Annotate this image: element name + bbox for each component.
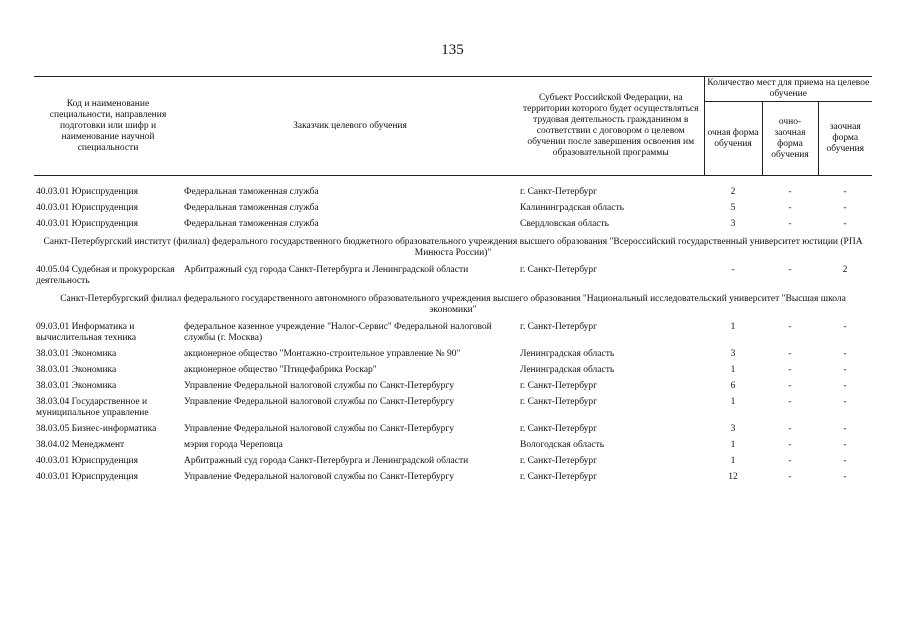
header-distance: заочная форма обучения — [818, 102, 872, 176]
header-full-time: очная форма обучения — [704, 102, 762, 176]
full-time-cell: 1 — [730, 456, 736, 466]
distance-cell: - — [843, 397, 847, 407]
specialty-cell: 40.03.01 Юриспруденция — [36, 456, 138, 466]
region-cell: г. Санкт-Петербург — [520, 472, 598, 482]
part-time-cell: - — [788, 440, 792, 450]
table-row — [34, 184, 872, 200]
region-cell: Ленинградская область — [520, 365, 615, 375]
full-time-cell: 1 — [730, 440, 736, 450]
specialty-cell: 09.03.01 Информатика и вычислительная техника — [36, 322, 137, 343]
region-cell: г. Санкт-Петербург — [520, 456, 598, 466]
full-time-cell: 6 — [730, 381, 736, 391]
region-cell: Вологодская область — [520, 440, 605, 450]
region-cell: г. Санкт-Петербург — [520, 381, 598, 391]
specialty-cell: 38.03.01 Экономика — [36, 349, 117, 359]
specialty-cell: 40.03.01 Юриспруденция — [36, 203, 138, 213]
full-time-cell: 1 — [730, 397, 736, 407]
specialty-cell: 38.03.05 Бизнес-информатика — [36, 424, 157, 434]
header-part-time: очно-заочная форма обучения — [762, 102, 818, 176]
table-row — [34, 346, 872, 362]
full-time-cell: 2 — [730, 187, 736, 197]
table-body — [34, 176, 872, 486]
region-cell: Калининградская область — [520, 203, 624, 213]
part-time-cell: - — [788, 365, 792, 375]
customer-cell: Федеральная таможенная служба — [184, 219, 319, 229]
section-heading-row — [34, 232, 872, 262]
part-time-cell: - — [788, 349, 792, 359]
distance-cell: - — [843, 322, 847, 332]
full-time-cell: 1 — [730, 365, 736, 375]
distance-cell: - — [843, 349, 847, 359]
full-time-cell: - — [731, 265, 735, 275]
table-row — [34, 200, 872, 216]
distance-cell: - — [843, 187, 847, 197]
header-region: Субъект Российской Федерации, на территории которого будет осуществляться трудовая деятельность гражданином в соответствии с договором о целевом обучении после завершения освоения им образовательной программы — [518, 77, 704, 176]
table-row — [34, 262, 872, 289]
distance-cell: - — [843, 440, 847, 450]
customer-cell: акционерное общество "Птицефабрика Роскар" — [184, 365, 377, 375]
table-header — [34, 77, 872, 176]
header-places-group: Количество мест для приема на целевое обучение — [704, 77, 872, 102]
distance-cell: 2 — [842, 265, 848, 275]
specialty-cell: 40.05.04 Судебная и прокурорская деятельность — [36, 265, 175, 286]
part-time-cell: - — [788, 203, 792, 213]
region-cell: г. Санкт-Петербург — [520, 187, 598, 197]
institution-title: Санкт-Петербургский институт (филиал) федерального государственного бюджетного образовательного учреждения высшего образования "Всероссийский государственный университет юстиции (РПА Минюста России)" — [43, 237, 863, 258]
specialty-cell: 40.03.01 Юриспруденция — [36, 219, 138, 229]
quota-table — [34, 76, 872, 485]
customer-cell: Арбитражный суд города Санкт-Петербурга и Ленинградской области — [184, 265, 469, 275]
full-time-cell: 12 — [728, 472, 738, 482]
full-time-cell: 3 — [730, 349, 736, 359]
customer-cell: Арбитражный суд города Санкт-Петербурга и Ленинградской области — [184, 456, 469, 466]
full-time-cell: 1 — [730, 322, 736, 332]
table-row — [34, 394, 872, 421]
header-customer: Заказчик целевого обучения — [182, 77, 518, 176]
table-row — [34, 437, 872, 453]
region-cell: г. Санкт-Петербург — [520, 265, 598, 275]
customer-cell: Управление Федеральной налоговой службы по Санкт-Петербургу — [184, 424, 455, 434]
section-heading-row — [34, 289, 872, 319]
region-cell: Свердловская область — [520, 219, 610, 229]
table-row — [34, 453, 872, 469]
table-row — [34, 319, 872, 346]
table-row — [34, 216, 872, 232]
region-cell: г. Санкт-Петербург — [520, 322, 598, 332]
table-row — [34, 421, 872, 437]
specialty-cell: 40.03.01 Юриспруденция — [36, 472, 138, 482]
customer-cell: Федеральная таможенная служба — [184, 203, 319, 213]
distance-cell: - — [843, 472, 847, 482]
customer-cell: акционерное общество "Монтажно-строительное управление № 90" — [184, 349, 461, 359]
distance-cell: - — [843, 219, 847, 229]
region-cell: г. Санкт-Петербург — [520, 424, 598, 434]
customer-cell: мэрия города Череповца — [184, 440, 283, 450]
customer-cell: Управление Федеральной налоговой службы по Санкт-Петербургу — [184, 397, 455, 407]
table-row — [34, 362, 872, 378]
part-time-cell: - — [788, 322, 792, 332]
header-specialty: Код и наименование специальности, направления подготовки или шифр и наименование научной специальности — [34, 77, 182, 176]
specialty-cell: 38.04.02 Менеджмент — [36, 440, 125, 450]
part-time-cell: - — [788, 187, 792, 197]
full-time-cell: 5 — [730, 203, 736, 213]
table-row — [34, 469, 872, 485]
part-time-cell: - — [788, 456, 792, 466]
part-time-cell: - — [788, 265, 792, 275]
full-time-cell: 3 — [730, 219, 736, 229]
distance-cell: - — [843, 381, 847, 391]
full-time-cell: 3 — [730, 424, 736, 434]
part-time-cell: - — [788, 219, 792, 229]
part-time-cell: - — [788, 397, 792, 407]
customer-cell: Управление Федеральной налоговой службы по Санкт-Петербургу — [184, 472, 455, 482]
distance-cell: - — [843, 424, 847, 434]
specialty-cell: 38.03.01 Экономика — [36, 381, 117, 391]
distance-cell: - — [843, 203, 847, 213]
distance-cell: - — [843, 365, 847, 375]
specialty-cell: 38.03.04 Государственное и муниципальное управление — [36, 397, 149, 418]
institution-title: Санкт-Петербургский филиал федерального государственного автономного образовательного учреждения высшего образования "Национальный исследовательский университет "Высшая школа экономики" — [60, 294, 846, 315]
part-time-cell: - — [788, 424, 792, 434]
customer-cell: Управление Федеральной налоговой службы по Санкт-Петербургу — [184, 381, 455, 391]
page-number: 135 — [441, 42, 464, 58]
specialty-cell: 40.03.01 Юриспруденция — [36, 187, 138, 197]
part-time-cell: - — [788, 381, 792, 391]
table-row — [34, 378, 872, 394]
specialty-cell: 38.03.01 Экономика — [36, 365, 117, 375]
customer-cell: Федеральная таможенная служба — [184, 187, 319, 197]
distance-cell: - — [843, 456, 847, 466]
region-cell: г. Санкт-Петербург — [520, 397, 598, 407]
customer-cell: федеральное казенное учреждение "Налог-Сервис" Федеральной налоговой службы (г. Москва) — [184, 322, 492, 343]
region-cell: Ленинградская область — [520, 349, 615, 359]
part-time-cell: - — [788, 472, 792, 482]
